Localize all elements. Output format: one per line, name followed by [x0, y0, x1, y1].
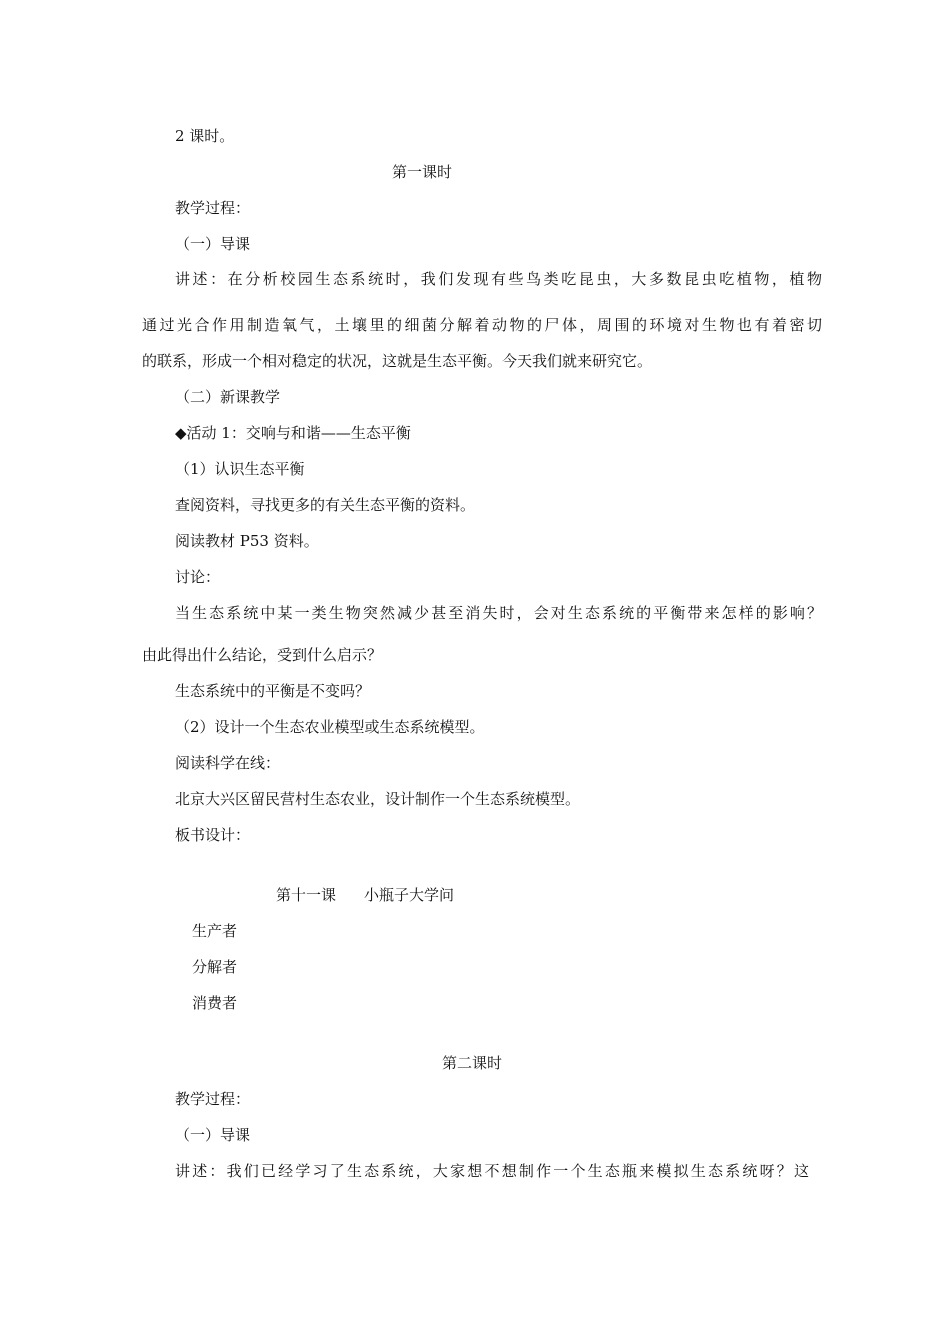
teaching-process-heading: 教学过程： [175, 1090, 251, 1108]
paragraph-line: 当生态系统中某一类生物突然减少甚至消失时，会对生态系统的平衡带来怎样的影响？ [175, 604, 822, 622]
subsection-intro: （一）导课 [175, 1126, 251, 1144]
paragraph-line: 的联系，形成一个相对稳定的状况，这就是生态平衡。今天我们就来研究它。 [142, 352, 653, 370]
board-topic: 小瓶子大学问 [364, 886, 455, 904]
board-item: 消费者 [192, 994, 238, 1012]
paragraph-line: 通过光合作用制造氧气，土壤里的细菌分解着动物的尸体，周围的环境对生物也有着密切 [142, 316, 822, 334]
paragraph-line: 阅读教材 P53 资料。 [175, 532, 319, 550]
step-heading: （1）认识生态平衡 [175, 460, 305, 478]
step-heading: （2）设计一个生态农业模型或生态系统模型。 [175, 718, 485, 736]
discussion-label: 讨论： [175, 568, 221, 586]
paragraph-line: 生态系统中的平衡是不变吗？ [175, 682, 371, 700]
paragraph-line: 讲述：在分析校园生态系统时，我们发现有些鸟类吃昆虫，大多数昆虫吃植物，植物 [175, 270, 822, 288]
subsection-new-lesson: （二）新课教学 [175, 388, 281, 406]
paragraph-line: 北京大兴区留民营村生态农业，设计制作一个生态系统模型。 [175, 790, 581, 808]
subsection-intro: （一）导课 [175, 235, 251, 253]
activity-heading: ◆活动 1：交响与和谐——生态平衡 [175, 424, 411, 442]
teaching-process-heading: 教学过程： [175, 199, 251, 217]
paragraph-line: 查阅资料，寻找更多的有关生态平衡的资料。 [175, 496, 476, 514]
lesson-count: 2 课时。 [175, 127, 235, 145]
board-item: 分解者 [192, 958, 238, 976]
board-item: 生产者 [192, 922, 238, 940]
board-design-label: 板书设计： [175, 826, 251, 844]
board-title [276, 888, 454, 903]
section-heading-first-period: 第一课时 [392, 163, 453, 181]
paragraph-line: 阅读科学在线： [175, 754, 281, 772]
section-heading-second-period: 第二课时 [442, 1054, 503, 1072]
paragraph-line: 由此得出什么结论，受到什么启示？ [142, 646, 383, 664]
board-lesson: 第十一课 [276, 886, 337, 904]
paragraph-line: 讲述：我们已经学习了生态系统，大家想不想制作一个生态瓶来模拟生态系统呀？这 [175, 1162, 809, 1180]
